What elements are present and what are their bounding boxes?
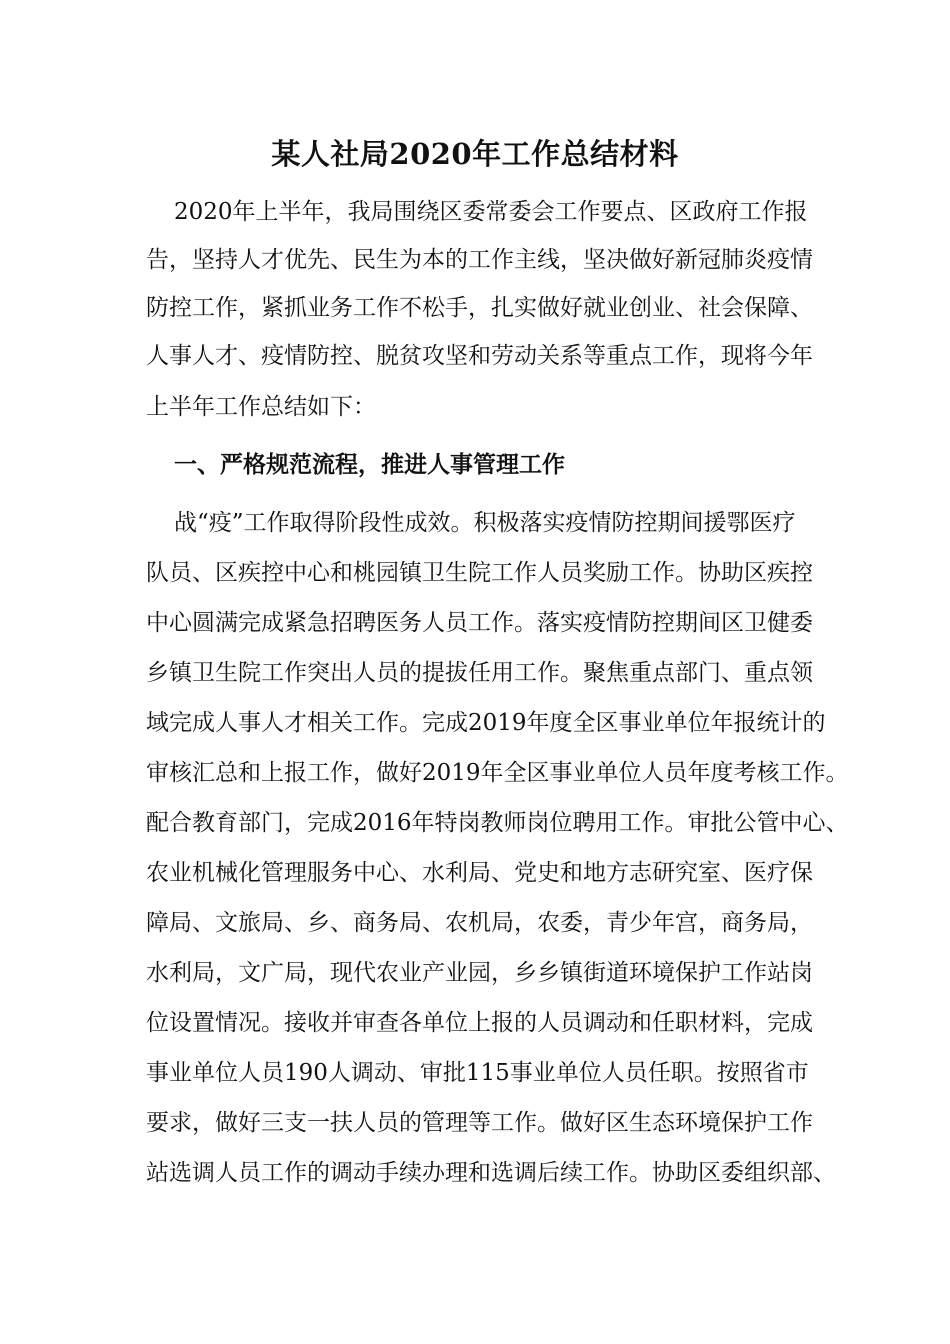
section-1-line-4: 乡镇卫生院工作突出人员的提拔任用工作。聚焦重点部门、重点领 [146,660,813,686]
section-1-line-3: 中心圆满完成紧急招聘医务人员工作。落实疫情防控期间区卫健委 [146,610,813,636]
section-1-line-9: 障局、文旅局、乡、商务局、农机局，农委，青少年宫，商务局， [146,910,813,936]
section-1-line-8: 农业机械化管理服务中心、水利局、党史和地方志研究室、医疗保 [146,860,813,886]
intro-line-1: 2020年上半年，我局围绕区委常委会工作要点、区政府工作报 [174,199,808,225]
section-1-line-2: 队员、区疾控中心和桃园镇卫生院工作人员奖励工作。协助区疾控 [146,560,813,586]
section-1-line-13: 要求，做好三支一扶人员的管理等工作。做好区生态环境保护工作 [146,1110,813,1136]
section-1-line-14: 站选调人员工作的调动手续办理和选调后续工作。协助区委组织部、 [146,1160,836,1186]
section-1-line-6: 审核汇总和上报工作，做好2019年全区事业单位人员年度考核工作。 [146,760,849,786]
section-1-heading: 一、严格规范流程，推进人事管理工作 [174,451,565,478]
intro-line-4: 人事人才、疫情防控、脱贫攻坚和劳动关系等重点工作，现将今年 [146,343,813,369]
intro-line-5: 上半年工作总结如下： [146,394,376,420]
section-1-line-10: 水利局，文广局，现代农业产业园，乡乡镇街道环境保护工作站岗 [146,960,813,986]
intro-line-3: 防控工作，紧抓业务工作不松手，扎实做好就业创业、社会保障、 [146,295,813,321]
section-1-line-12: 事业单位人员190人调动、审批115事业单位人员任职。按照省市 [146,1060,809,1086]
section-1-line-11: 位设置情况。接收并审查各单位上报的人员调动和任职材料，完成 [146,1010,813,1036]
section-1-line-7: 配合教育部门，完成2016年特岗教师岗位聘用工作。审批公管中心、 [146,810,849,836]
section-1-line-5: 域完成人事人才相关工作。完成2019年度全区事业单位年报统计的 [146,710,826,736]
section-1-line-1: 战“疫”工作取得阶段性成效。积极落实疫情防控期间援鄂医疗 [174,510,796,536]
document-title: 某人社局2020年工作总结材料 [271,137,679,171]
intro-line-2: 告，坚持人才优先、民生为本的工作主线，坚决做好新冠肺炎疫情 [146,247,813,273]
